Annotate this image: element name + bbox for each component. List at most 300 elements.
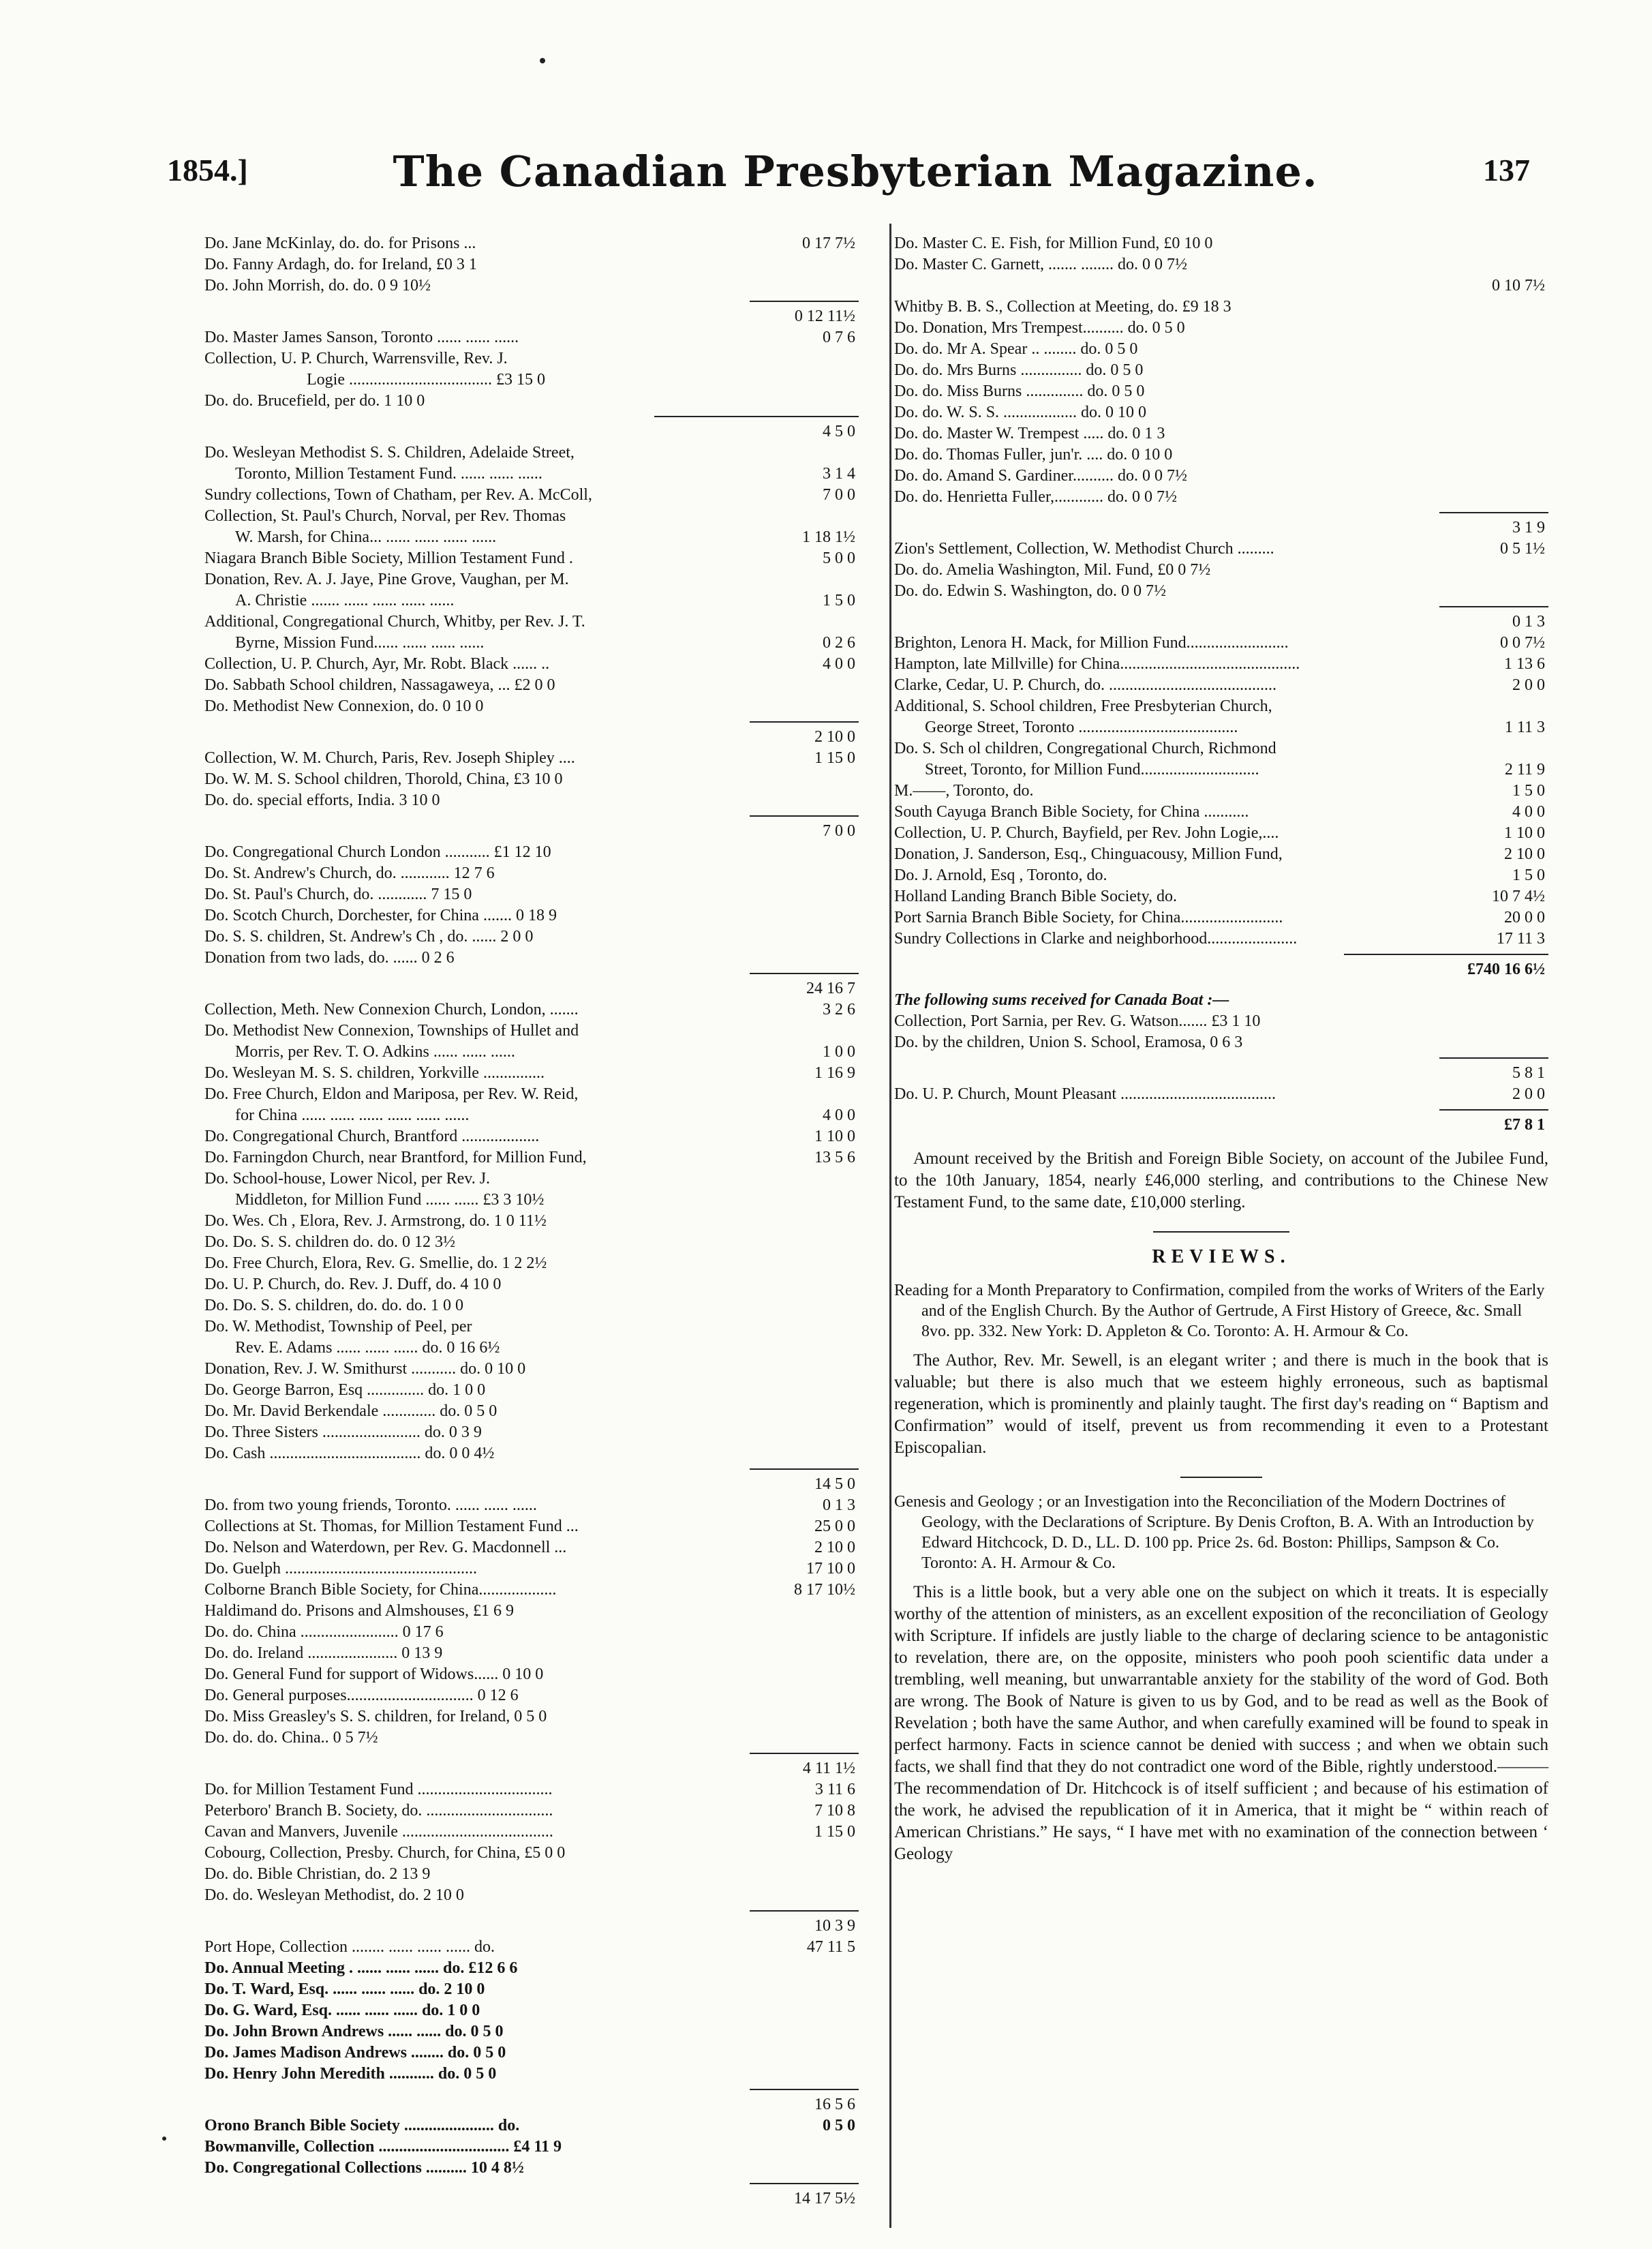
ledger-row [204, 1401, 859, 1422]
ledger-label: Cavan and Manvers, Juvenile ..................................... [204, 1823, 553, 1841]
ledger-label: Brighton, Lenora H. Mack, for Million Fund......................... [894, 634, 1289, 652]
ledger-row [204, 1295, 859, 1316]
ledger-row [204, 1274, 859, 1295]
ledger-label: M.——, Toronto, do. [894, 782, 1034, 800]
sum-rule [204, 1464, 859, 1474]
ledger-label: Do. Sabbath School children, Nassagaweya, ... £2 0 0 [204, 676, 555, 694]
ledger-amount: 24 16 7 [806, 980, 855, 997]
ledger-amount: 4 0 0 [1512, 803, 1545, 821]
ledger-label: Port Sarnia Branch Bible Society, for China......................... [894, 909, 1283, 926]
ledger-amount: 4 5 0 [823, 423, 855, 440]
ledger-label: Do. W. M. S. School children, Thorold, China, £3 10 0 [204, 770, 563, 788]
ledger-row [894, 823, 1548, 844]
ledger-row [204, 2042, 859, 2064]
ledger-row [204, 464, 859, 485]
ledger-label: Do. General Fund for support of Widows...... 0 10 0 [204, 1665, 544, 1683]
sum-rule [204, 2179, 859, 2188]
ledger-row [204, 1916, 859, 1937]
ledger-label: Do. Methodist New Connexion, do. 0 10 0 [204, 697, 484, 715]
ledger-label: Do. Master C. E. Fish, for Million Fund, £0 10 0 [894, 235, 1213, 252]
ledger-amount: 0 17 7½ [802, 235, 855, 252]
ledger-label: Do. G. Ward, Esq. ...... ...... ...... do. 1 0 0 [204, 2002, 480, 2019]
reviews-heading: REVIEWS. [1152, 1246, 1291, 1267]
ledger-row [894, 696, 1548, 717]
ledger-row [204, 926, 859, 948]
ledger-amount: 3 1 4 [823, 465, 855, 483]
ledger-row [204, 821, 859, 842]
ledger-row [204, 1105, 859, 1126]
print-speck [162, 2137, 166, 2141]
review-1-title: Reading for a Month Preparatory to Confirmation, compiled from the works of Writers of the Early and of the English Church. By the Author of Gertrude, A First History of Greece, &c. Small 8vo. pp. 332. New York: D. Appleton & Co. Toronto: A. H. Armour & Co. [894, 1282, 1545, 1340]
ledger-amount: 17 11 3 [1496, 930, 1545, 948]
review-separator [1180, 1477, 1262, 1478]
spacer [894, 980, 1548, 990]
ledger-row [894, 297, 1548, 318]
ledger-row [204, 1380, 859, 1401]
ledger-row [204, 275, 859, 297]
ledger-label: Do. Miss Greasley's S. S. children, for Ireland, 0 5 0 [204, 1708, 547, 1725]
ledger-label: South Cayuga Branch Bible Society, for China ........... [894, 803, 1249, 821]
ledger-amount: 0 1 3 [1512, 613, 1545, 631]
ledger-amount: 20 0 0 [1504, 909, 1545, 926]
ledger-label: Do. Cash ..................................... do. 0 0 4½ [204, 1445, 495, 1462]
ledger-row [894, 402, 1548, 423]
ledger-label: Do. do. Ireland ...................... 0 13 9 [204, 1644, 443, 1662]
ledger-amount: 1 18 1½ [802, 528, 855, 546]
ledger-row [204, 1063, 859, 1084]
ledger-row [204, 1232, 859, 1253]
ledger-amount: 1 16 9 [814, 1064, 855, 1082]
ledger-row [204, 506, 859, 527]
ledger-row [204, 1253, 859, 1274]
ledger-label: Do. do. Thomas Fuller, jun'r. .... do. 0 10 0 [894, 446, 1173, 464]
ledger-row [204, 978, 859, 999]
ledger-row [204, 1359, 859, 1380]
ledger-label: Do. Henry John Meredith ........... do. 0 5 0 [204, 2065, 497, 2083]
ledger-row [204, 1042, 859, 1063]
ledger-row [204, 527, 859, 548]
ledger-label: Whitby B. B. S., Collection at Meeting, do. £9 18 3 [894, 298, 1232, 316]
ledger-row [204, 612, 859, 633]
ledger-row [204, 1474, 859, 1495]
ledger-label: Do. St. Andrew's Church, do. ............ 12 7 6 [204, 864, 495, 882]
ledger-row [894, 959, 1548, 980]
ledger-label: Sundry Collections in Clarke and neighborhood...................... [894, 930, 1298, 948]
ledger-row [204, 1727, 859, 1749]
ledger-label: Donation, J. Sanderson, Esq., Chinguacousy, Million Fund, [894, 845, 1283, 863]
ledger-amount: 1 5 0 [1512, 866, 1545, 884]
ledger-row [894, 487, 1548, 508]
ledger-label: Peterboro' Branch B. Society, do. ............................... [204, 1802, 553, 1820]
ledger-row [894, 802, 1548, 823]
ledger-row [204, 254, 859, 275]
ledger-label: Do. James Madison Andrews ........ do. 0 5 0 [204, 2044, 506, 2062]
ledger-row [204, 485, 859, 506]
ledger-label: George Street, Toronto ....................................... [925, 719, 1238, 736]
ledger-row [204, 1537, 859, 1558]
ledger-row [204, 1885, 859, 1906]
ledger-label: Do. for Million Testament Fund ................................. [204, 1781, 553, 1798]
ledger-label: Do. do. Edwin S. Washington, do. 0 0 7½ [894, 582, 1166, 600]
ledger-label: Do. Jane McKinlay, do. do. for Prisons ... [204, 235, 476, 252]
ledger-amount: 25 0 0 [814, 1518, 855, 1535]
sum-rule [894, 602, 1548, 612]
sum-rule [204, 717, 859, 727]
ledger-row [894, 675, 1548, 696]
ledger-row [894, 1032, 1548, 1053]
ledger-label: Do. Wes. Ch , Elora, Rev. J. Armstrong, do. 1 0 11½ [204, 1212, 547, 1230]
ledger-row [204, 421, 859, 442]
ledger-label: Do. George Barron, Esq .............. do. 1 0 0 [204, 1381, 486, 1399]
ledger-label: Do. do. Amand S. Gardiner.......... do. 0 0 7½ [894, 467, 1187, 485]
ledger-amount: 14 5 0 [814, 1475, 855, 1493]
ledger-label: Orono Branch Bible Society ...................... do. [204, 2117, 520, 2134]
ledger-amount: 3 11 6 [814, 1781, 855, 1798]
ledger-label: Additional, S. School children, Free Presbyterian Church, [894, 697, 1272, 715]
column-divider [889, 224, 891, 2228]
ledger-label: Colborne Branch Bible Society, for China................... [204, 1581, 557, 1599]
ledger-label: Do. Fanny Ardagh, do. for Ireland, £0 3 1 [204, 256, 477, 273]
ledger-row [204, 769, 859, 790]
ledger-row [894, 275, 1548, 297]
ledger-label: Collection, U. P. Church, Warrensville, Rev. J. [204, 350, 508, 367]
ledger-label: Collection, U. P. Church, Ayr, Mr. Robt. Black ...... .. [204, 655, 550, 673]
ledger-label: Donation, Rev. J. W. Smithurst ........... do. 0 10 0 [204, 1360, 526, 1378]
ledger-label: Do. Guelph ............................................... [204, 1560, 477, 1578]
right-column-ledger [894, 233, 1548, 1136]
ledger-row [204, 1622, 859, 1643]
print-speck [540, 58, 545, 63]
ledger-row [204, 1800, 859, 1822]
ledger-row [204, 391, 859, 412]
ledger-label: Do. from two young friends, Toronto. ...... ...... ...... [204, 1496, 537, 1514]
ledger-amount: 7 0 0 [823, 486, 855, 504]
ledger-label: Do. do. special efforts, India. 3 10 0 [204, 791, 440, 809]
ledger-row [204, 306, 859, 327]
ledger-label: Do. U. P. Church, do. Rev. J. Duff, do. 4 10 0 [204, 1276, 502, 1293]
ledger-row [204, 1580, 859, 1601]
ledger-row [204, 1021, 859, 1042]
ledger-row [204, 727, 859, 748]
ledger-row [204, 696, 859, 717]
ledger-amount: 3 1 9 [1512, 519, 1545, 537]
ledger-amount: 0 0 7½ [1500, 634, 1545, 652]
ledger-label: Rev. E. Adams ...... ...... ...... do. 0 16 6½ [235, 1339, 500, 1357]
page-header [167, 147, 1544, 201]
ledger-label: Do. do. Wesleyan Methodist, do. 2 10 0 [204, 1886, 464, 1904]
ledger-row [204, 348, 859, 369]
header-title: The Canadian Presbyterian Magazine. [393, 147, 1318, 196]
ledger-label: Additional, Congregational Church, Whitby, per Rev. J. T. [204, 613, 585, 631]
ledger-row [894, 612, 1548, 633]
ledger-amount: 0 5 1½ [1500, 540, 1545, 558]
ledger-amount: 13 5 6 [814, 1149, 855, 1166]
ledger-label: Do. do. Master W. Trempest ..... do. 0 1 3 [894, 425, 1165, 442]
ledger-amount: 2 10 0 [814, 1539, 855, 1556]
sum-rule [204, 969, 859, 978]
ledger-row [204, 790, 859, 811]
ledger-label: Collection, U. P. Church, Bayfield, per Rev. John Logie,.... [894, 824, 1279, 842]
ledger-row [894, 654, 1548, 675]
ledger-label: Do. do. Bible Christian, do. 2 13 9 [204, 1865, 431, 1883]
ledger-label: Do. St. Paul's Church, do. ............ 7 15 0 [204, 886, 472, 903]
ledger-label: Do. J. Arnold, Esq , Toronto, do. [894, 866, 1107, 884]
ledger-amount: 1 5 0 [1512, 782, 1545, 800]
ledger-row [204, 675, 859, 696]
ledger-row [894, 781, 1548, 802]
page-number: 137 [1483, 153, 1530, 187]
ledger-label: Do. John Brown Andrews ...... ...... do. 0 5 0 [204, 2023, 504, 2040]
ledger-amount: 2 11 9 [1504, 761, 1545, 779]
ledger-amount: 2 10 0 [814, 728, 855, 746]
ledger-row [894, 844, 1548, 865]
ledger-row [204, 327, 859, 348]
ledger-label: Do. do. Henrietta Fuller,............ do. 0 0 7½ [894, 488, 1177, 506]
ledger-row [204, 2188, 859, 2209]
sum-rule [204, 1749, 859, 1758]
ledger-row [894, 254, 1548, 275]
ledger-row [894, 517, 1548, 539]
ledger-row [204, 1516, 859, 1537]
ledger-label: for China ...... ...... ...... ...... ...... ...... [235, 1106, 470, 1124]
ledger-amount: 2 0 0 [1512, 1085, 1545, 1103]
ledger-row [894, 886, 1548, 907]
sum-rule [894, 508, 1548, 517]
ledger-label: Do. Farningdon Church, near Brantford, for Million Fund, [204, 1149, 587, 1166]
ledger-row [204, 1706, 859, 1727]
ledger-label: Do. John Morrish, do. do. 0 9 10½ [204, 277, 431, 295]
sum-rule [894, 1105, 1548, 1115]
ledger-label: Collection, W. M. Church, Paris, Rev. Joseph Shipley .... [204, 749, 575, 767]
ledger-row [204, 548, 859, 569]
ledger-label: Donation from two lads, do. ...... 0 2 6 [204, 949, 455, 967]
ledger-row [894, 423, 1548, 444]
ledger-label: Do. S. Sch ol children, Congregational Church, Richmond [894, 740, 1276, 757]
ledger-row [894, 738, 1548, 759]
ledger-row [204, 884, 859, 905]
ledger-row [894, 381, 1548, 402]
ledger-label: Cobourg, Collection, Presby. Church, for China, £5 0 0 [204, 1844, 566, 1862]
ledger-row [204, 999, 859, 1021]
ledger-label: Do. by the children, Union S. School, Eramosa, 0 6 3 [894, 1033, 1243, 1051]
sum-rule [204, 2085, 859, 2094]
ledger-row [894, 717, 1548, 738]
ledger-label: Do. Nelson and Waterdown, per Rev. G. Macdonnell ... [204, 1539, 567, 1556]
ledger-label: Do. Wesleyan M. S. S. children, Yorkville ............... [204, 1064, 545, 1082]
ledger-row [204, 1147, 859, 1168]
ledger-label: Do. Congregational Church, Brantford ................... [204, 1128, 540, 1145]
ledger-amount: 1 10 0 [814, 1128, 855, 1145]
ledger-row [894, 581, 1548, 602]
ledger-amount: 2 10 0 [1504, 845, 1545, 863]
ledger-label: Do. do. Amelia Washington, Mil. Fund, £0 0 7½ [894, 561, 1211, 579]
ledger-label: Byrne, Mission Fund...... ...... ...... ...... [235, 634, 485, 652]
ledger-row [204, 1422, 859, 1443]
ledger-row [894, 633, 1548, 654]
ledger-label: Do. Congregational Church London ........... £1 12 10 [204, 843, 551, 861]
ledger-amount: 4 11 1½ [802, 1760, 855, 1777]
ledger-row [204, 1601, 859, 1622]
ledger-amount: 0 10 7½ [1492, 277, 1545, 295]
ledger-row [204, 905, 859, 926]
ledger-label: Niagara Branch Bible Society, Million Testament Fund . [204, 549, 573, 567]
ledger-label: Do. Donation, Mrs Trempest.......... do. 0 5 0 [894, 319, 1185, 337]
ledger-row [894, 360, 1548, 381]
ledger-label: Do. Methodist New Connexion, Townships of Hullet and [204, 1022, 579, 1040]
ledger-label: Do. S. S. children, St. Andrew's Ch , do. ...... 2 0 0 [204, 928, 534, 946]
ledger-row [894, 929, 1548, 950]
ledger-row [204, 1495, 859, 1516]
ledger-amount: £740 16 6½ [1467, 961, 1545, 978]
ledger-label: Do. Three Sisters ........................ do. 0 3 9 [204, 1423, 482, 1441]
ledger-amount: 7 10 8 [814, 1802, 855, 1820]
ledger-amount: 10 7 4½ [1492, 888, 1545, 905]
ledger-row [204, 1211, 859, 1232]
ledger-label: A. Christie ....... ...... ...... ...... ...... [235, 592, 455, 609]
ledger-amount: £7 8 1 [1504, 1116, 1545, 1134]
ledger-row [204, 748, 859, 769]
ledger-row [894, 539, 1548, 560]
ledger-amount: 0 7 6 [823, 329, 855, 346]
ledger-row [894, 466, 1548, 487]
sum-rule [204, 297, 859, 306]
ledger-label: Do. Annual Meeting . ...... ...... ...... do. £12 6 6 [204, 1959, 518, 1977]
ledger-label: Do. Mr. David Berkendale ............. do. 0 5 0 [204, 1402, 498, 1420]
header-year: 1854.] [167, 153, 248, 187]
ledger-label: W. Marsh, for China... ...... ...... ...... ...... [235, 528, 497, 546]
ledger-label: Do. do. Mr A. Spear .. ........ do. 0 5 0 [894, 340, 1138, 358]
ledger-row [204, 1168, 859, 1190]
ledger-label: Collection, Port Sarnia, per Rev. G. Watson....... £3 1 10 [894, 1012, 1261, 1030]
ledger-row [204, 2064, 859, 2085]
ledger-amount: 10 3 9 [814, 1917, 855, 1935]
ledger-row [894, 233, 1548, 254]
ledger-label: Hampton, late Millville) for China............................................ [894, 655, 1300, 673]
ledger-label: Sundry collections, Town of Chatham, per Rev. A. McColl, [204, 486, 592, 504]
ledger-amount: 0 2 6 [823, 634, 855, 652]
review-2-title: Genesis and Geology ; or an Investigation into the Reconciliation of the Modern Doctrines of Geology, with the Declarations of Scripture. By Denis Crofton, B. A. With an Introduction by Edward Hitchcock, D. D., LL. D. 100 pp. Price 2s. 6d. Boston: Phillips, Sampson & Co. Toronto: A. H. Armour & Co. [894, 1493, 1534, 1572]
ledger-amount: 2 0 0 [1512, 676, 1545, 694]
left-column-ledger [204, 233, 859, 2209]
ledger-label: Do. Master C. Garnett, ....... ........ do. 0 0 7½ [894, 256, 1187, 273]
total-rule [204, 412, 859, 421]
ledger-label: Zion's Settlement, Collection, W. Methodist Church ......... [894, 540, 1274, 558]
ledger-row [204, 1979, 859, 2000]
ledger-row [894, 1011, 1548, 1032]
bible-society-notice: Amount received by the British and Foreign Bible Society, on account of the Jubilee Fund, to the 10th January, 1854, nearly £46,000 sterling, and contributions to the Chinese New Testament Fund, to the same date, £10,000 sterling. [894, 1149, 1548, 1211]
ledger-label: Do. Scotch Church, Dorchester, for China ....... 0 18 9 [204, 907, 557, 924]
total-rule [894, 950, 1548, 959]
ledger-row [204, 369, 859, 391]
ledger-label: Do. Master James Sanson, Toronto ...... ...... ...... [204, 329, 519, 346]
ledger-row [204, 842, 859, 863]
ledger-row [204, 1643, 859, 1664]
ledger-label: Do. Wesleyan Methodist S. S. Children, Adelaide Street, [204, 444, 575, 462]
ledger-row [204, 590, 859, 612]
ledger-row [894, 865, 1548, 886]
ledger-row [204, 2000, 859, 2021]
ledger-label: Do. do. do. China.. 0 5 7½ [204, 1729, 378, 1747]
ledger-row [204, 1822, 859, 1843]
ledger-label: Do. Do. S. S. children do. do. 0 12 3½ [204, 1233, 455, 1251]
ledger-amount: 47 11 5 [806, 1938, 855, 1956]
ledger-label: Holland Landing Branch Bible Society, do. [894, 888, 1178, 905]
ledger-row [894, 339, 1548, 360]
ledger-amount: 5 0 0 [823, 549, 855, 567]
ledger-label: Middleton, for Million Fund ...... ...... £3 3 10½ [235, 1191, 545, 1209]
ledger-row [204, 2137, 859, 2158]
ledger-row [204, 2094, 859, 2115]
ledger-row [894, 907, 1548, 929]
ledger-label: Bowmanville, Collection ................................ £4 11 9 [204, 2138, 562, 2156]
ledger-label: Collection, St. Paul's Church, Norval, per Rev. Thomas [204, 507, 566, 525]
ledger-label: Do. General purposes............................... 0 12 6 [204, 1687, 519, 1704]
ledger-row [204, 654, 859, 675]
ledger-amount: 16 5 6 [814, 2096, 855, 2113]
ledger-row [204, 948, 859, 969]
ledger-row [204, 1664, 859, 1685]
ledger-row [894, 560, 1548, 581]
ledger-label: Do. T. Ward, Esq. ...... ...... ...... do. 2 10 0 [204, 1980, 485, 1998]
ledger-amount: 1 13 6 [1504, 655, 1545, 673]
right-column [894, 233, 1548, 1865]
ledger-row [204, 863, 859, 884]
ledger-amount: 14 17 5½ [794, 2190, 855, 2207]
ledger-amount: 1 11 3 [1504, 719, 1545, 736]
ledger-row [204, 1685, 859, 1706]
ledger-amount: 1 15 0 [814, 749, 855, 767]
ledger-label: Do. W. Methodist, Township of Peel, per [204, 1318, 472, 1335]
ledger-amount: 5 8 1 [1512, 1064, 1545, 1082]
ledger-label: Clarke, Cedar, U. P. Church, do. ......................................... [894, 676, 1276, 694]
ledger-row [204, 1190, 859, 1211]
ledger-row [894, 990, 1548, 1011]
ledger-label: Collection, Meth. New Connexion Church, London, ....... [204, 1001, 579, 1018]
ledger-label: Haldimand do. Prisons and Almshouses, £1 6 9 [204, 1602, 514, 1620]
ledger-row [204, 233, 859, 254]
ledger-row [204, 2115, 859, 2137]
ledger-row [204, 1126, 859, 1147]
ledger-label: Do. Do. S. S. children, do. do. do. 1 0 0 [204, 1297, 463, 1314]
review-2-body: This is a little book, but a very able one on the subject on which it treats. It is especially worthy of the attention of ministers, as an excellent exposition of the reconciliation of Geology with Scripture. If infidels are justly liable to the charge of declaring science to be antagonistic to revelation, there are, on the opposite, ministers who pooh pooh scientific data under a trembling, well meaning, but unwarrantable anxiety for the stability of the word of God. Both are wrong. The Book of Nature is given to us by God, and to be read as well as the Book of Revelation ; both have the same Author, and when carefully examined will be found to speak in perfect harmony. Facts in science cannot be denied with success ; and when we obtain such facts, we shall find that they do not contradict one word of the Bible, rightly understood.——— The recommendation of Dr. Hitchcock is of itself sufficient ; and because of his estimation of the work, he advised the republication of it in America, that it might be “ within reach of American Christians.” He says, “ I have met with no examination of the connection between ‘ Geology [894, 1583, 1548, 1863]
ledger-row [894, 1063, 1548, 1084]
ledger-row [204, 569, 859, 590]
ledger-label: Do. School-house, Lower Nicol, per Rev. J. [204, 1170, 491, 1188]
ledger-amount: 17 10 0 [806, 1560, 855, 1578]
ledger-amount: 1 0 0 [823, 1043, 855, 1061]
ledger-row [894, 1084, 1548, 1105]
ledger-label: Do. do. Brucefield, per do. 1 10 0 [204, 392, 425, 410]
ledger-label: The following sums received for Canada Boat :— [894, 991, 1229, 1009]
ledger-amount: 4 0 0 [823, 655, 855, 673]
ledger-amount: 0 5 0 [823, 2117, 855, 2134]
ledger-label: Port Hope, Collection ........ ...... ...... ...... do. [204, 1938, 495, 1956]
ledger-row [204, 1779, 859, 1800]
ledger-row [204, 1958, 859, 1979]
ledger-label: Do. Congregational Collections .......... 10 4 8½ [204, 2159, 524, 2177]
ledger-row [204, 1758, 859, 1779]
ledger-amount: 1 15 0 [814, 1823, 855, 1841]
ledger-amount: 0 12 11½ [794, 307, 855, 325]
review-1-body: The Author, Rev. Mr. Sewell, is an elegant writer ; and there is much in the book that is valuable; but there is also much that we esteem highly erroneous, such as baptismal regeneration, which is prominently and plainly taught. The first day's reading on “ Baptism and Confirmation” would of itself, prevent us from recommending it even to a Protestant Episcopalian. [894, 1351, 1548, 1457]
ledger-amount: 1 10 0 [1504, 824, 1545, 842]
ledger-row [204, 1843, 859, 1864]
ledger-label: Donation, Rev. A. J. Jaye, Pine Grove, Vaughan, per M. [204, 571, 569, 588]
ledger-label: Logie ................................... £3 15 0 [307, 371, 545, 389]
ledger-label: Do. do. Miss Burns .............. do. 0 5 0 [894, 382, 1145, 400]
ledger-amount: 4 0 0 [823, 1106, 855, 1124]
sum-rule [204, 1906, 859, 1916]
